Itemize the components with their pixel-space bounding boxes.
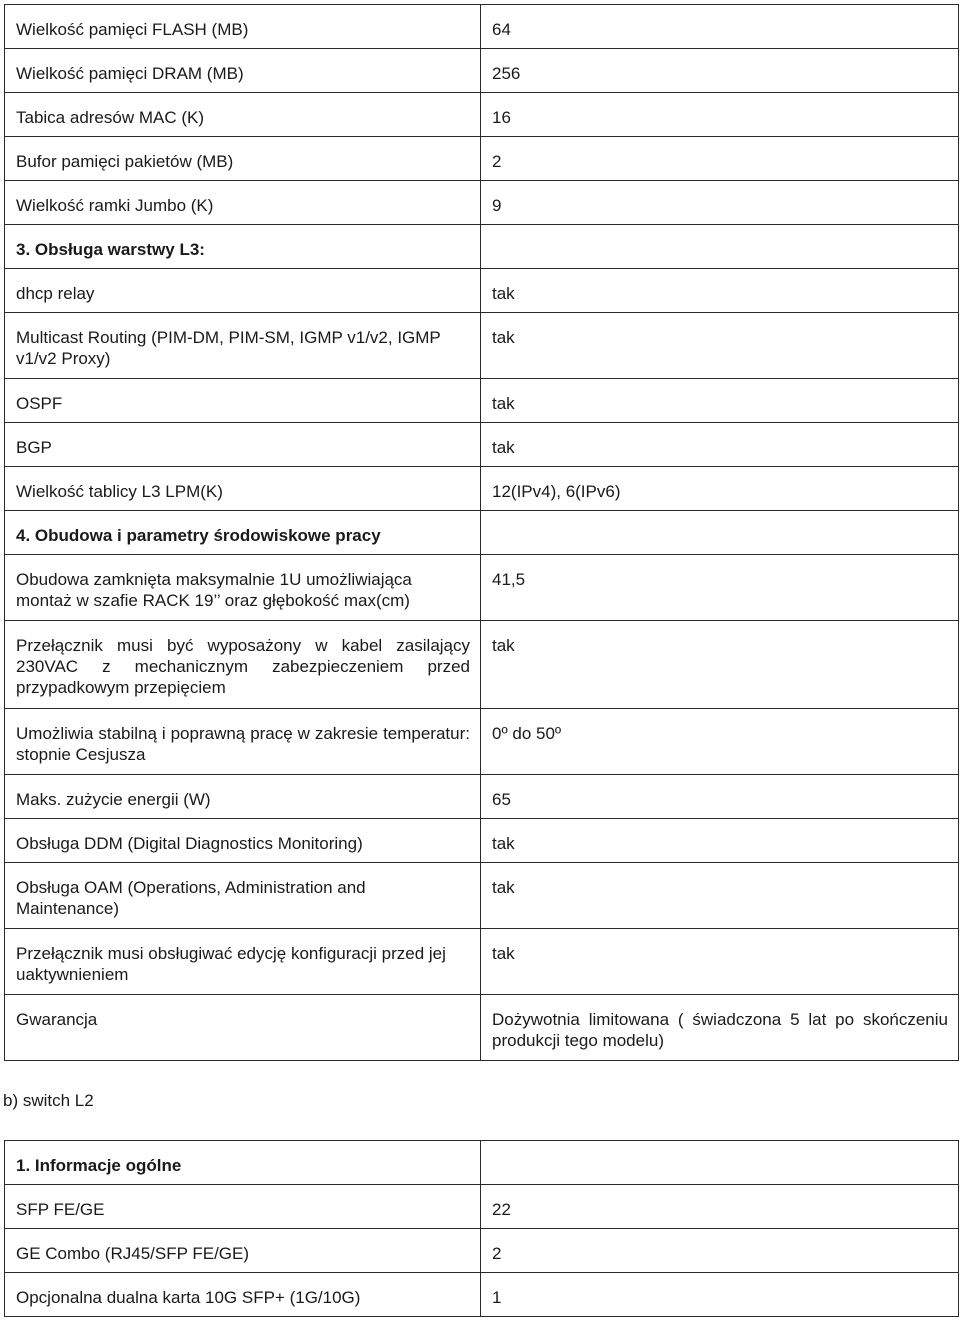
row-value: 256 [481,49,959,93]
row-label: Wielkość pamięci FLASH (MB) [5,5,481,49]
row-label: Wielkość pamięci DRAM (MB) [5,49,481,93]
row-label: OSPF [5,379,481,423]
table-row [5,313,959,379]
row-value: tak [481,423,959,467]
row-value: 12(IPv4), 6(IPv6) [481,467,959,511]
row-label: Maks. zużycie energii (W) [5,775,481,819]
row-label: Przełącznik musi obsługiwać edycję konfiguracji przed jej uaktywnieniem [5,929,481,995]
table-row [5,93,959,137]
row-label: Obsługa DDM (Digital Diagnostics Monitoring) [5,819,481,863]
table-row [5,49,959,93]
row-label: Gwarancja [5,995,481,1061]
row-value: 16 [481,93,959,137]
row-value: Dożywotnia limitowana ( świadczona 5 lat po skończeniu produkcji tego modelu) [481,995,959,1061]
row-label: SFP FE/GE [5,1185,481,1229]
table-row [5,379,959,423]
section-header-row [5,225,959,269]
row-label: GE Combo (RJ45/SFP FE/GE) [5,1229,481,1273]
row-label: Multicast Routing (PIM-DM, PIM-SM, IGMP v1/v2, IGMP v1/v2 Proxy) [5,313,481,379]
row-label: Bufor pamięci pakietów (MB) [5,137,481,181]
row-value: 2 [481,1229,959,1273]
row-label: BGP [5,423,481,467]
row-value: 9 [481,181,959,225]
table-row [5,995,959,1061]
row-value: tak [481,929,959,995]
row-value: tak [481,379,959,423]
row-value: tak [481,313,959,379]
row-value [481,511,959,555]
table-row [5,775,959,819]
table-row [5,555,959,621]
spec-table-l3 [4,4,959,1061]
section-title-switch-l2: b) switch L2 [3,1091,94,1110]
row-label: Wielkość tablicy L3 LPM(K) [5,467,481,511]
table-row [5,929,959,995]
row-value: 64 [481,5,959,49]
row-label: Umożliwia stabilną i poprawną pracę w zakresie temperatur: stopnie Cesjusza [5,709,481,775]
table-row [5,709,959,775]
row-value: tak [481,819,959,863]
spec-table-l2 [4,1140,959,1317]
section-header-row [5,511,959,555]
row-value: tak [481,621,959,709]
row-label: Wielkość ramki Jumbo (K) [5,181,481,225]
table-row [5,621,959,709]
row-label: Obsługa OAM (Operations, Administration and Maintenance) [5,863,481,929]
table-row [5,1229,959,1273]
table-row [5,423,959,467]
row-value: 1 [481,1273,959,1317]
table-row [5,1185,959,1229]
row-value: 0º do 50º [481,709,959,775]
row-label: Obudowa zamknięta maksymalnie 1U umożliwiająca montaż w szafie RACK 19’’ oraz głębokość max(cm) [5,555,481,621]
table-row [5,467,959,511]
row-value: 22 [481,1185,959,1229]
table-row [5,269,959,313]
table-row [5,863,959,929]
row-value: tak [481,863,959,929]
row-value [481,1141,959,1185]
table-row [5,819,959,863]
row-value: 2 [481,137,959,181]
row-value: 41,5 [481,555,959,621]
section-header-enclosure: 4. Obudowa i parametry środowiskowe pracy [5,511,481,555]
row-value: tak [481,269,959,313]
table-row [5,1273,959,1317]
section-header-row [5,1141,959,1185]
row-label: Tabica adresów MAC (K) [5,93,481,137]
table-row [5,5,959,49]
section-header-general: 1. Informacje ogólne [5,1141,481,1185]
row-label: Przełącznik musi być wyposażony w kabel zasilający 230VAC z mechanicznym zabezpieczeniem przed przypadkowym przepięciem [5,621,481,709]
row-value: 65 [481,775,959,819]
table-row [5,137,959,181]
table-row [5,181,959,225]
row-value [481,225,959,269]
row-label: Opcjonalna dualna karta 10G SFP+ (1G/10G) [5,1273,481,1317]
section-header-l3: 3. Obsługa warstwy L3: [5,225,481,269]
row-label: dhcp relay [5,269,481,313]
